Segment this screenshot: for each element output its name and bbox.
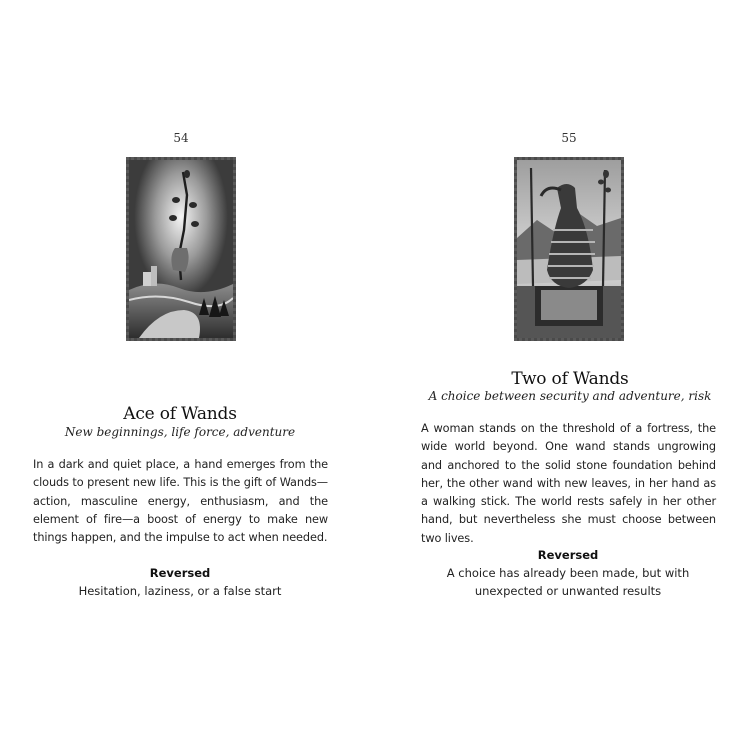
card-keywords: A choice between security and adventure, risk [428,389,712,403]
reversed-meaning: A choice has already been made, but with unexpected or unwanted results [446,566,690,598]
card-title: Ace of Wands [123,404,237,424]
card-keywords: New beginnings, life force, adventure [64,425,296,439]
reversed-heading: Reversed [537,548,599,562]
card-title: Two of Wands [511,369,629,389]
card-description: A woman stands on the threshold of a fortress, the wide world beyond. One wand stands ungrowing and anchored to the solid stone foundation behind her, the other wand with new leaves, in her hand as a walking stick. The world rests safely in her other hand, but nevertheless she must choose between two lives. [421,422,716,545]
page-number: 54 [173,131,189,145]
reversed-heading: Reversed [149,566,211,580]
ace-of-wands-card-image [126,157,236,341]
two-of-wands-card-image [514,157,624,341]
page-number: 55 [561,131,577,145]
card-description: In a dark and quiet place, a hand emerges from the clouds to present new life. This is the gift of Wands—action, masculine energy, enthusiasm, and the element of fire—a boost of energy to make new things happen, and the impulse to act when needed. [33,458,328,545]
reversed-meaning: Hesitation, laziness, or a false start [78,584,282,598]
